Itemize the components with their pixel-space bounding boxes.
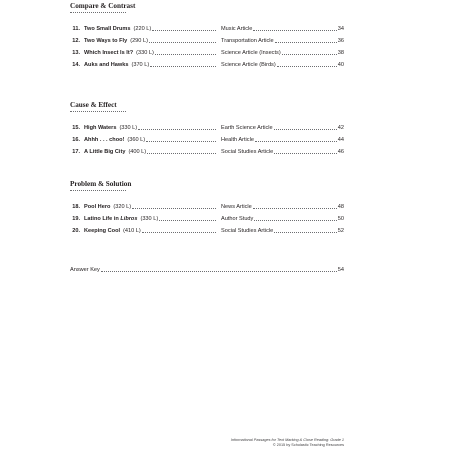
entry-title-group [84, 35, 217, 47]
section-title: Cause & Effect [70, 101, 117, 109]
entry-page: 40 [337, 62, 344, 68]
entry-genre-group [221, 213, 344, 225]
entry-title-group [84, 59, 217, 71]
leader-dots [150, 59, 216, 67]
entry-title-group [84, 47, 217, 59]
entry-genre: Health Article [221, 137, 254, 143]
entry-page: 52 [337, 228, 344, 234]
entry-lexile: (400 L) [128, 149, 147, 155]
toc-entry [70, 23, 344, 35]
toc-entry [70, 122, 344, 134]
entry-number: 11. [72, 26, 80, 32]
answer-key-label: Answer Key [70, 267, 100, 273]
entry-genre: Author Study [221, 216, 254, 222]
entry-title: Two Small Drums [84, 26, 131, 32]
answer-key-entry [70, 264, 344, 276]
entry-genre-group [221, 134, 344, 146]
entry-lexile: (330 L) [136, 50, 154, 56]
entry-genre: Social Studies Article [221, 149, 274, 155]
footer-book-title: Informational Passages for Text Marking & Close Reading: Grade 1 [230, 438, 344, 442]
entry-number: 19. [72, 216, 80, 222]
leader-dots [146, 134, 216, 142]
entry-list [70, 23, 344, 71]
entry-page: 44 [337, 137, 344, 143]
leader-dots [138, 122, 216, 130]
leader-dots [255, 134, 337, 142]
entry-page: 34 [337, 26, 344, 32]
entry-title: Keeping Cool [84, 228, 121, 234]
leader-dots [101, 264, 337, 272]
toc-entry [70, 225, 344, 237]
toc-entry [70, 146, 344, 158]
leader-dots [159, 213, 216, 221]
toc-section [70, 2, 344, 71]
leader-dots [253, 23, 336, 31]
entry-list [70, 122, 344, 158]
entry-lexile: (330 L) [140, 216, 159, 222]
page-footer [231, 438, 344, 448]
entry-number: 16. [72, 137, 80, 143]
entry-page: 50 [337, 216, 344, 222]
entry-genre-group [221, 122, 344, 134]
entry-number: 13. [72, 50, 80, 56]
entry-genre-group [221, 35, 344, 47]
entry-lexile: (320 L) [113, 204, 132, 210]
entry-genre-group [221, 47, 344, 59]
leader-dots [274, 122, 337, 130]
entry-lexile: (360 L) [127, 137, 146, 143]
section-title: Problem & Solution [70, 180, 132, 188]
entry-genre: Science Article (Birds) [221, 62, 276, 68]
leader-dots [254, 213, 336, 221]
leader-dots [149, 35, 216, 43]
entry-genre-group [221, 146, 344, 158]
entry-genre: Science Article (Insects) [221, 50, 281, 56]
leader-dots [274, 225, 337, 233]
entry-title: High Waters [84, 125, 117, 131]
leader-dots [282, 47, 337, 55]
entry-list [70, 201, 344, 237]
leader-dots [147, 146, 216, 154]
leader-dots [277, 59, 337, 67]
entry-genre-group [221, 23, 344, 35]
answer-key-page: 54 [337, 267, 344, 273]
entry-title-group [84, 146, 217, 158]
entry-number: 14. [72, 62, 80, 68]
entry-title-group [84, 23, 217, 35]
entry-title: Ahhh . . . choo! [84, 137, 125, 143]
entry-genre: Social Studies Article [221, 228, 274, 234]
entry-title-group [84, 122, 217, 134]
entry-title: Two Ways to Fly [84, 38, 128, 44]
entry-genre-group [221, 225, 344, 237]
toc-section [70, 180, 344, 237]
leader-dots [274, 146, 337, 154]
footer-copyright: © 2015 by Scholastic Teaching Resources [272, 443, 344, 447]
section-title-rule [70, 12, 126, 13]
entry-number: 20. [72, 228, 80, 234]
entry-lexile: (330 L) [119, 125, 138, 131]
entry-number: 15. [72, 125, 80, 131]
entry-page: 46 [337, 149, 344, 155]
entry-page: 48 [337, 204, 344, 210]
toc-entry [70, 134, 344, 146]
entry-number: 17. [72, 149, 80, 155]
entry-genre-group [221, 59, 344, 71]
leader-dots [152, 23, 216, 31]
entry-lexile: (290 L) [130, 38, 148, 44]
entry-title-group [84, 134, 217, 146]
section-title: Compare & Contrast [70, 2, 136, 10]
toc-entry [70, 47, 344, 59]
entry-page: 36 [337, 38, 344, 44]
entry-title: Latino Life in Libros [84, 216, 138, 222]
entry-page: 42 [337, 125, 344, 131]
entry-page: 38 [337, 50, 344, 56]
entry-title: A Little Big City [84, 149, 126, 155]
entry-genre: News Article [221, 204, 252, 210]
entry-title-group [84, 225, 217, 237]
toc-section [70, 101, 344, 158]
entry-number: 18. [72, 204, 80, 210]
entry-title-group [84, 201, 217, 213]
entry-lexile: (370 L) [131, 62, 150, 68]
leader-dots [253, 201, 337, 209]
leader-dots [155, 47, 216, 55]
entry-genre: Earth Science Article [221, 125, 273, 131]
toc-entry [70, 213, 344, 225]
section-title-rule [70, 190, 126, 191]
entry-genre: Transportation Article [221, 38, 274, 44]
entry-lexile: (410 L) [123, 228, 141, 234]
entry-title-group [84, 213, 217, 225]
section-title-rule [70, 111, 126, 112]
entry-title: Auks and Hawks [84, 62, 129, 68]
entry-lexile: (220 L) [133, 26, 152, 32]
leader-dots [132, 201, 216, 209]
entry-number: 12. [72, 38, 80, 44]
entry-genre: Music Article [221, 26, 253, 32]
leader-dots [275, 35, 337, 43]
entry-genre-group [221, 201, 344, 213]
toc-entry [70, 35, 344, 47]
toc-entry [70, 59, 344, 71]
entry-title: Which Insect Is It? [84, 50, 134, 56]
toc-entry [70, 201, 344, 213]
leader-dots [142, 225, 216, 233]
entry-title: Pool Hero [84, 204, 111, 210]
